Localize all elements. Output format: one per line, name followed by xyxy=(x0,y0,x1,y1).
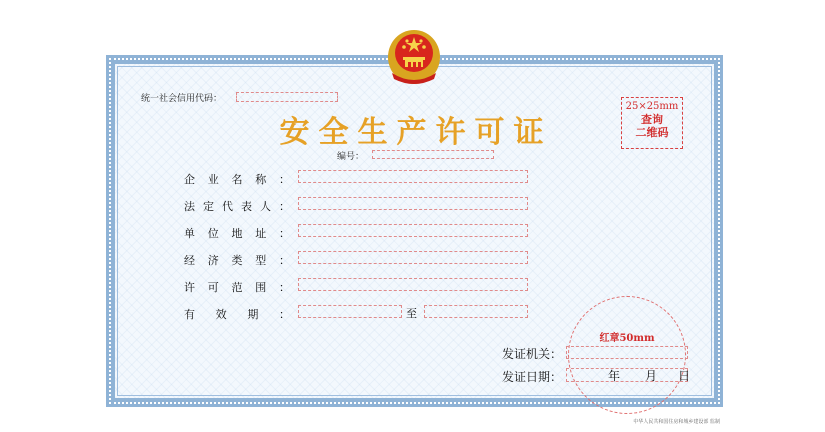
qr-line2: 二维码 xyxy=(635,126,669,139)
field-label-economic-type: 经 济 类 型 ： xyxy=(184,254,290,267)
certificate-title: 安全生产许可证 xyxy=(279,115,553,150)
license-scope-field[interactable] xyxy=(298,278,528,291)
issuer-field[interactable] xyxy=(566,346,688,359)
company-name-field[interactable] xyxy=(298,170,528,183)
date-day-label: 日 xyxy=(678,369,691,383)
national-emblem xyxy=(386,27,442,85)
footer-supervisor: 中华人民共和国住房和城乡建设部 监制 xyxy=(633,419,720,425)
issuer-label: 发证机关： xyxy=(502,347,563,361)
seal-size-label: 红章50mm xyxy=(599,333,655,344)
credit-code-label: 统一社会信用代码： xyxy=(141,94,223,104)
qr-line1: 查询 xyxy=(641,113,663,126)
date-year-label: 年 xyxy=(608,369,621,383)
address-field[interactable] xyxy=(298,224,528,237)
field-label-company-name: 企 业 名 称 ： xyxy=(184,173,290,186)
number-field[interactable] xyxy=(372,150,494,159)
number-label: 编号： xyxy=(337,152,365,162)
economic-type-field[interactable] xyxy=(298,251,528,264)
qr-code-placeholder xyxy=(621,97,683,149)
issue-date-field[interactable] xyxy=(566,368,691,383)
field-label-legal-rep: 法 定 代 表 人 ： xyxy=(184,200,290,213)
qr-size-label: 25×25mm xyxy=(625,101,679,112)
issue-date-label: 发证日期： xyxy=(502,370,563,384)
date-month-label: 月 xyxy=(645,369,658,383)
field-label-validity: 有 效 期 ： xyxy=(184,308,290,321)
field-label-address: 单 位 地 址 ： xyxy=(184,227,290,240)
validity-start-field[interactable] xyxy=(298,305,402,318)
legal-rep-field[interactable] xyxy=(298,197,528,210)
field-label-license-scope: 许 可 范 围 ： xyxy=(184,281,290,294)
validity-to-label: 至 xyxy=(406,307,417,320)
validity-end-field[interactable] xyxy=(424,305,528,318)
credit-code-field[interactable] xyxy=(236,92,338,102)
